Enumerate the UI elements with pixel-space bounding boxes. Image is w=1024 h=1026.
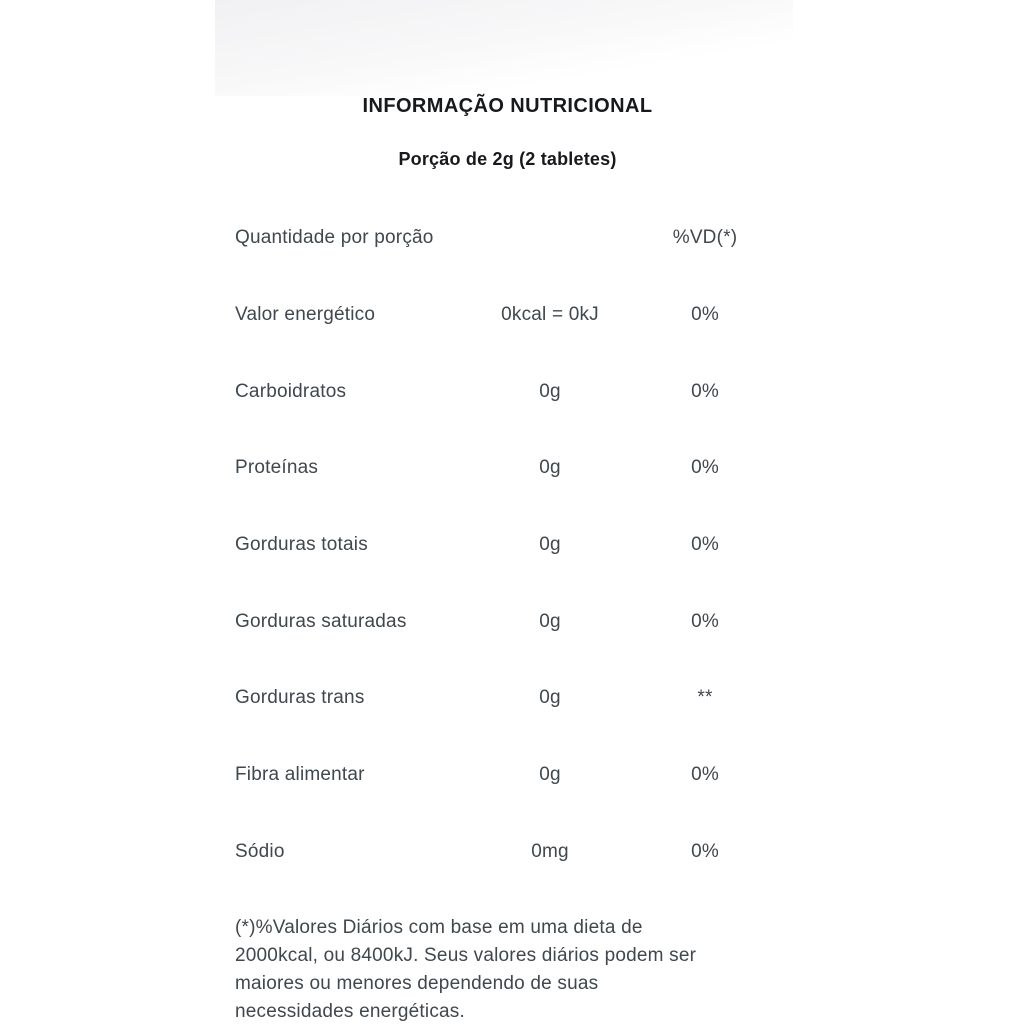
table-row-fiber [235,737,780,814]
nutrient-label: Gorduras trans [235,687,365,709]
nutrient-dv: 0% [691,840,719,862]
nutrition-table [235,200,780,890]
table-row-protein [235,430,780,507]
nutrient-label: Fibra alimentar [235,764,365,786]
table-row-energy [235,277,780,354]
footnote-line: 2000kcal, ou 8400kJ. Seus valores diários podem ser [235,945,697,966]
nutrient-dv: ** [697,687,713,709]
nutrient-amount: 0g [539,534,561,556]
nutrient-label: Proteínas [235,457,319,479]
footnote-line: (*)%Valores Diários com base em uma dieta de [235,917,643,938]
table-row-saturated-fat [235,583,780,660]
nutrient-amount: 0g [539,610,561,632]
nutrient-dv: 0% [691,380,719,402]
nutrient-label: Gorduras saturadas [235,610,407,632]
table-row-trans-fat [235,660,780,737]
nutrient-dv: 0% [691,534,719,556]
nutrient-label: Sódio [235,840,285,862]
table-header-row [235,200,780,277]
nutrient-dv: 0% [691,457,719,479]
nutrient-label: Valor energético [235,304,376,326]
nutrient-amount: 0g [539,764,561,786]
footnote-line: maiores ou menores dependendo de suas [235,973,599,994]
table-row-total-fat [235,507,780,584]
nutrient-dv: 0% [691,764,719,786]
serving-size: Porção de 2g (2 tabletes) [398,149,617,169]
nutrition-title: INFORMAÇÃO NUTRICIONAL [362,95,653,117]
column-header-dv: %VD(*) [672,227,738,249]
daily-values-footnote [235,914,780,1026]
nutrient-dv: 0% [691,610,719,632]
table-row-carbs [235,353,780,430]
nutrition-info-section [235,0,780,1024]
nutrient-dv: 0% [691,304,719,326]
table-row-sodium [235,814,780,891]
column-header-quantity: Quantidade por porção [235,227,434,249]
nutrient-amount: 0g [539,380,561,402]
nutrient-amount: 0kcal = 0kJ [501,304,599,326]
nutrient-amount: 0g [539,457,561,479]
nutrient-label: Gorduras totais [235,534,368,556]
nutrient-amount: 0mg [531,840,569,862]
nutrient-label: Carboidratos [235,380,347,402]
footnote-line: necessidades energéticas. [235,1001,465,1022]
nutrient-amount: 0g [539,687,561,709]
